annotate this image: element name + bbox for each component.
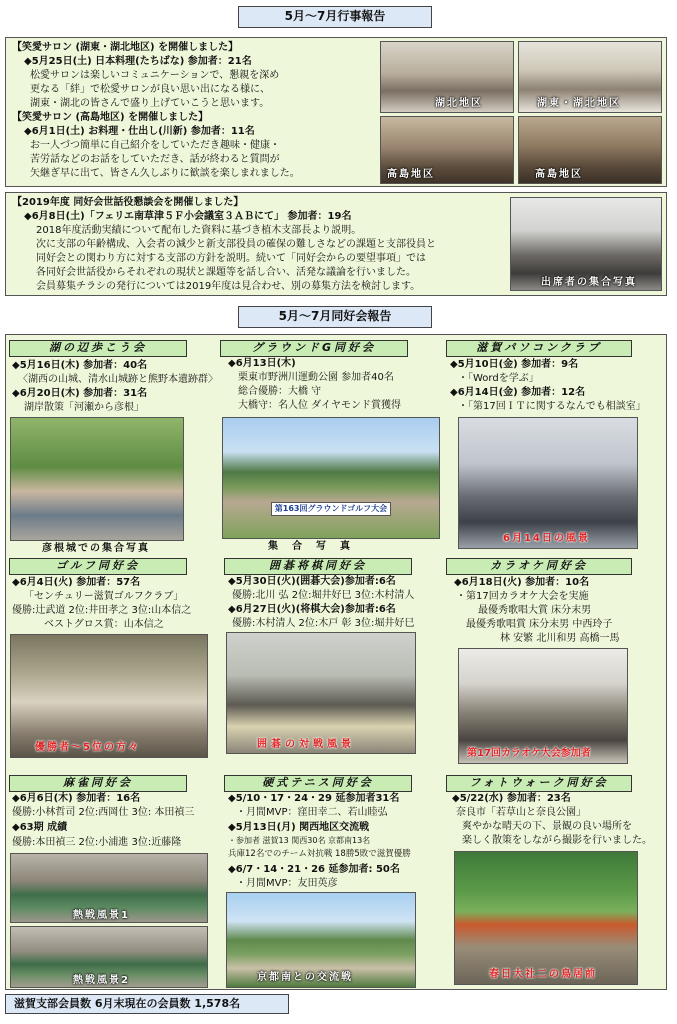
tennis-club-header: 硬式テニス同好会 [224,775,412,792]
igo-line-4: 優勝:木村清人 2位:木戸 彰 3位:堀井好巳 [232,618,415,629]
tennis-line-4: ・参加者 滋賀13 関西30名 京都南13名 [228,836,371,845]
tennis-line-3: ◆5月13日(月) 関西地区交流戦 [228,822,370,833]
karaoke-line-1: ◆6月18日(火) 参加者：10名 [454,577,590,588]
igo-line-2: 優勝:北川 弘 2位:堀井好巳 3位:木村清人 [232,590,415,601]
meeting-heading: 【2019年度 同好会世話役懇談会を開催しました】 [12,197,244,208]
salon-heading-2: 【笑愛サロン (高島地区) を開催しました】 [12,112,209,123]
ground-golf-club-header: グラウンドG同好会 [220,340,408,357]
tennis-group-photo [226,892,416,988]
walking-line-3: ◆6月20日(木) 参加者：31名 [12,388,148,399]
karaoke-line-3: 最優秀歌唱大賞 床分末男 [478,605,592,616]
golf-photo-caption: 優勝者～5位の方々 [35,742,140,753]
meeting-text-4: 各同好会世話役からそれぞれの現状と課題等を話し合い、活発な議論を行いました。 [36,267,416,278]
ground-golf-line-1: ◆6月13日(木) [228,358,296,369]
photowalk-line-2: 奈良市「若草山と奈良公園」 [456,807,586,818]
walking-group-photo [10,417,184,541]
mahjong-line-4: 優勝:本田禎三 2位:小浦進 3位:近藤隆 [12,837,182,848]
salon-text-1b: 更なる「絆」で松愛サロンが良い思い出になる様に、 [30,84,270,95]
golf-line-1: ◆6月4日(火) 参加者：57名 [12,577,141,588]
meeting-date: ◆6月8日(土)「フェリエ南草津５Ｆ小会議室３ＡＢにて」 参加者：19名 [24,211,352,222]
mahjong-photo-2 [10,926,208,988]
photowalk-group-photo [454,851,638,985]
karaoke-photo-caption: 第17回カラオケ大会参加者 [467,748,591,759]
karaoke-line-2: ・第17回カラオケ大会を実施 [456,591,589,602]
igo-line-3: ◆6月27日(火)(将棋大会)参加者:6名 [228,604,396,615]
pc-photo-caption: 6月14日の風景 [503,533,590,544]
ground-golf-banner: 第163回グラウンドゴルフ大会 [271,502,391,516]
golf-line-4: ベストグロス賞：山本信之 [44,619,164,630]
mahjong-club-header: 麻雀同好会 [9,775,187,792]
igo-photo-caption: 囲碁の対戦風景 [257,739,355,750]
mahjong-photo-caption-1: 熱戦風景1 [73,910,130,921]
clubs-section-title: 5月～7月同好会報告 [238,306,432,328]
pc-line-1: ◆5月10日(金) 参加者：9名 [450,359,579,370]
events-section-title: 5月～7月行事報告 [238,6,432,28]
meeting-text-1: 2018年度活動実績について配布した資料に基づき植木支部長より説明。 [36,225,362,236]
salon-takashima-caption-1: 高島地区 [387,169,435,180]
meeting-text-5: 会員募集チラシの発行については2019年度は見合わせ、別の募集方法を検討します。 [36,281,421,292]
mahjong-line-1: ◆6月6日(木) 参加者：16名 [12,793,141,804]
meeting-group-photo [510,197,662,291]
igo-club-header: 囲碁将棋同好会 [224,558,412,575]
salon-event-box [5,37,667,187]
salon-takashima-photo-1 [380,116,514,184]
igo-match-photo [226,632,416,754]
golf-winners-photo [10,634,208,758]
tennis-line-1: ◆5/10・17・24・29 延参加者31名 [228,793,400,804]
salon-kohoku-photo [380,41,514,113]
golf-club-header: ゴルフ同好会 [9,558,187,575]
pc-club-header: 滋賀パソコンクラブ [446,340,632,357]
meeting-text-2: 次に支部の年齢構成、入会者の減少と新支部役員の確保の難しさなどの課題と支部役員と [36,239,436,250]
salon-takashima-photo-2 [518,116,662,184]
salon-kotou-kohoku-photo [518,41,662,113]
pc-line-2: ・「Wordを学ぶ」 [458,373,539,384]
salon-text-1a: 松愛サロンは楽しいコミュニケーションで、懇親を深め [30,70,280,81]
tennis-photo-caption: 京都南との交流戦 [257,972,353,983]
pc-line-4: ・「第17回ＩＴに関するなんでも相談室」 [458,401,646,412]
karaoke-club-header: カラオケ同好会 [446,558,632,575]
salon-text-2c: 矢継ぎ早に出て、皆さん久しぶりに歓談を楽しまれました。 [30,168,300,179]
pc-club-photo [458,417,638,549]
salon-takashima-caption-2: 高島地区 [535,169,583,180]
salon-text-1c: 湖東・湖北の皆さんで盛り上げていこうと思います。 [30,98,270,109]
walking-line-1: ◆5月16日(木) 参加者：40名 [12,360,148,371]
meeting-event-box [5,192,667,296]
tennis-line-7: ・月間MVP：友田英彦 [236,878,338,889]
membership-count-footer: 滋賀支部会員数 6月末現在の会員数 1,578名 [5,994,289,1014]
meeting-photo-caption: 出席者の集合写真 [541,277,637,288]
ground-golf-group-photo [222,417,440,539]
salon-date-1: ◆5月25日(土) 日本料理(たちばな) 参加者：21名 [24,56,252,67]
karaoke-line-4: 最優秀歌唱賞 床分末男 中西玲子 [466,619,613,630]
mahjong-line-3: ◆63期 成績 [12,822,68,833]
igo-line-1: ◆5月30日(火)(囲碁大会)参加者:6名 [228,576,396,587]
walking-photo-caption: 彦根城での集合写真 [42,543,150,554]
karaoke-participants-photo [458,648,628,764]
tennis-line-6: ◆6/7・14・21・26 延参加者: 50名 [228,864,400,875]
walking-line-2: 〈湖西の山城、清水山城跡と熊野本遺跡群〉 [18,374,218,385]
meeting-text-3: 同好会との関わり方に対する支部の方針を説明。続いて「同好会からの要望事項」では [36,253,426,264]
walking-club-header: 湖の辺歩こう会 [9,340,187,357]
photowalk-photo-caption: 春日大社二の鳥居前 [489,969,597,980]
salon-heading-1: 【笑愛サロン (湖東・湖北地区) を開催しました】 [12,42,239,53]
mahjong-photo-caption-2: 熱戦風景2 [73,975,130,986]
walking-line-4: 湖岸散策「河瀬から彦根」 [24,402,144,413]
pc-line-3: ◆6月14日(金) 参加者：12名 [450,387,586,398]
golf-line-2: 「センチュリー滋賀ゴルフクラブ」 [24,591,184,602]
salon-date-2: ◆6月1日(土) お料理・仕出し(川新) 参加者：11名 [24,126,255,137]
karaoke-line-5: 林 安繁 北川和男 高橋一馬 [500,633,620,644]
photowalk-line-4: 楽しく散策をしながら撮影を行いました。 [462,835,652,846]
salon-text-2b: 苦労話などのお話をしていただき、話が終わると質問が [30,154,280,165]
tennis-line-5: 兵庫12名でのチーム対抗戦 18勝5敗で滋賀優勝 [228,849,411,859]
salon-kotou-kohoku-caption: 湖東・湖北地区 [537,98,621,109]
mahjong-photo-1 [10,853,208,923]
golf-line-3: 優勝:辻武道 2位:井田孝之 3位:山本信之 [12,605,192,616]
photowalk-line-1: ◆5/22(水) 参加者：23名 [452,793,571,804]
ground-golf-line-4: 大橋守：名人位 ダイヤモンド賞獲得 [238,400,401,411]
ground-golf-line-3: 総合優勝：大橋 守 [238,386,322,397]
photowalk-club-header: フォトウォーク同好会 [446,775,632,792]
tennis-line-2: ・月間MVP：窪田幸二、若山睦弘 [236,807,388,818]
ground-golf-photo-caption: 集合写真 [268,541,364,552]
salon-kohoku-caption: 湖北地区 [435,98,483,109]
ground-golf-line-2: 栗東市野洲川運動公園 参加者40名 [238,372,394,383]
salon-text-2a: お一人づつ簡単に自己紹介をしていただき趣味・健康・ [30,140,280,151]
mahjong-line-2: 優勝:小林哲司 2位:西岡仕 3位: 本田禎三 [12,807,195,818]
photowalk-line-3: 爽やかな晴天の下、景観の良い場所を [462,821,632,832]
